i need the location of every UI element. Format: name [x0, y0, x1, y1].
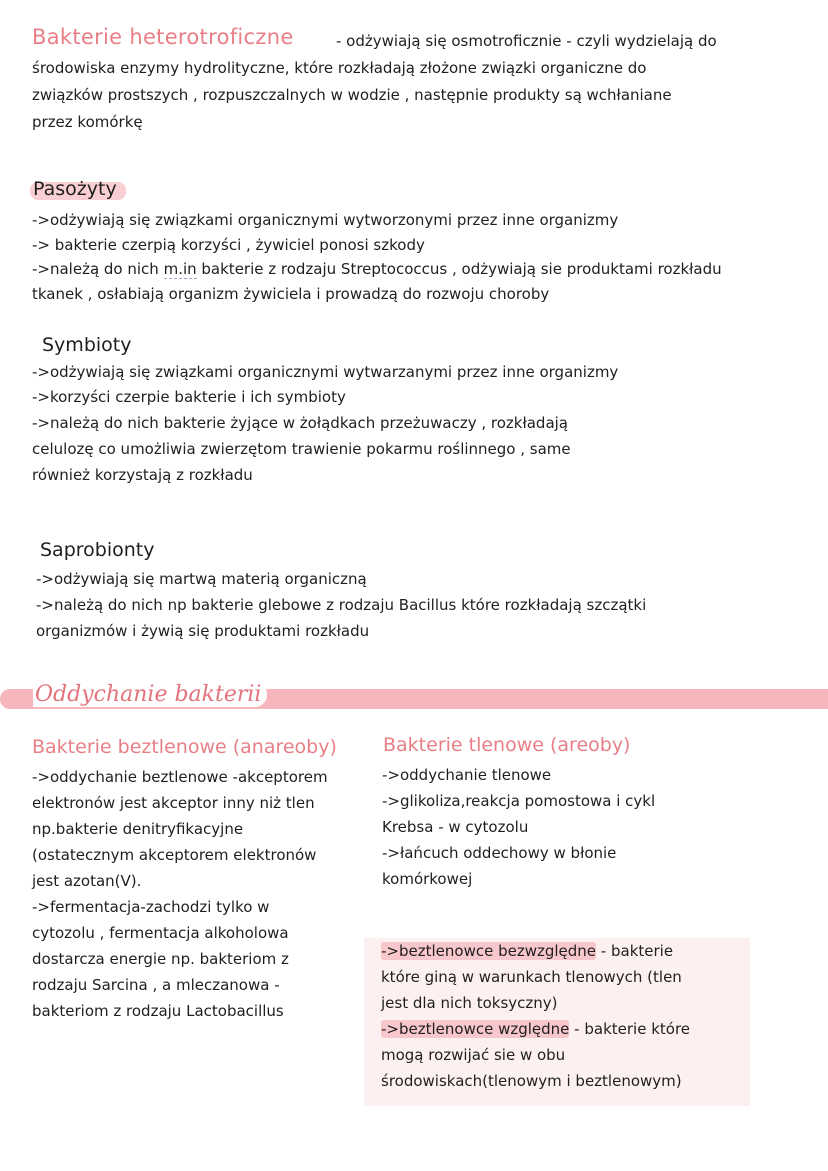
note-line-2: które giną w warunkach tlenowych (tlen	[381, 968, 682, 986]
saprobionty-line-2: ->należą do nich np bakterie glebowe z rodzaju Bacillus które rozkładają szczątki	[36, 596, 647, 614]
anaerobes-line-2: elektronów jest akceptor inny niż tlen	[32, 794, 315, 812]
symbioty-line-5: również korzystają z rozkładu	[32, 466, 253, 484]
aerobes-line-2: ->glikoliza,reakcja pomostowa i cykl	[382, 792, 656, 810]
anaerobes-line-4: (ostatecznym akceptorem elektronów	[32, 846, 317, 864]
anaerobes-line-9: rodzaju Sarcina , a mleczanowa -	[32, 976, 280, 994]
pasozyty-line-1: ->odżywiają się związkami organicznymi wytworzonymi przez inne organizmy	[32, 211, 619, 229]
symbioty-heading: Symbioty	[42, 334, 132, 356]
note-term-strict: ->beztlenowce bezwzględne	[381, 942, 597, 960]
aerobes-line-5: komórkowej	[382, 870, 473, 888]
aerobes-heading: Bakterie tlenowe (areoby)	[383, 734, 631, 756]
note-line-5: mogą rozwijać sie w obu	[381, 1046, 566, 1064]
anaerobes-line-7: cytozolu , fermentacja alkoholowa	[32, 924, 289, 942]
anaerobes-heading: Bakterie beztlenowe (anareoby)	[32, 736, 337, 758]
note-line-4-rest: - bakterie które	[569, 1020, 691, 1038]
anaerobes-line-5: jest azotan(V).	[32, 872, 142, 890]
intro-line-2: środowiska enzymy hydrolityczne, które rozkładają złożone związki organiczne do	[32, 59, 647, 77]
intro-line-1: - odżywiają się osmotroficznie - czyli wydzielają do	[336, 32, 717, 50]
symbioty-line-4: celulozę co umożliwia zwierzętom trawienie pokarmu roślinnego , same	[32, 440, 571, 458]
symbioty-line-3: ->należą do nich bakterie żyjące w żołądkach przeżuwaczy , rozkładają	[32, 414, 569, 432]
pasozyty-line-4: tkanek , osłabiają organizm żywiciela i prowadzą do rozwoju choroby	[32, 285, 550, 303]
anaerobes-line-10: bakteriom z rodzaju Lactobacillus	[32, 1002, 284, 1020]
symbioty-line-1: ->odżywiają się związkami organicznymi wytwarzanymi przez inne organizmy	[32, 363, 619, 381]
note-line-4	[381, 1019, 690, 1039]
pasozyty-line-3	[32, 259, 722, 279]
intro-line-4: przez komórkę	[32, 113, 143, 131]
note-line-1	[381, 941, 673, 961]
aerobes-line-4: ->łańcuch oddechowy w błonie	[382, 844, 617, 862]
anaerobes-line-6: ->fermentacja-zachodzi tylko w	[32, 898, 270, 916]
intro-title: Bakterie heterotroficzne	[32, 25, 294, 49]
anaerobes-line-3: np.bakterie denitryfikacyjne	[32, 820, 244, 838]
anaerobes-line-1: ->oddychanie beztlenowe -akceptorem	[32, 768, 328, 786]
pasozyty-line-3-abbrev: m.in	[163, 260, 197, 278]
banner-title: Oddychanie bakterii	[33, 682, 267, 707]
saprobionty-heading: Saprobionty	[40, 539, 155, 561]
symbioty-line-2: ->korzyści czerpie bakterie i ich symbioty	[32, 388, 346, 406]
intro-line-3: związków prostszych , rozpuszczalnych w wodzie , następnie produkty są wchłaniane	[32, 86, 672, 104]
note-line-6: środowiskach(tlenowym i beztlenowym)	[381, 1072, 682, 1090]
saprobionty-line-1: ->odżywiają się martwą materią organiczną	[36, 570, 367, 588]
pasozyty-line-2: -> bakterie czerpią korzyści , żywiciel ponosi szkody	[32, 236, 425, 254]
saprobionty-line-3: organizmów i żywią się produktami rozkładu	[36, 622, 370, 640]
anaerobes-line-8: dostarcza energie np. bakteriom z	[32, 950, 289, 968]
aerobes-line-3: Krebsa - w cytozolu	[382, 818, 529, 836]
pasozyty-line-3-prefix: ->należą do nich	[32, 260, 164, 278]
pasozyty-heading: Pasożyty	[33, 178, 117, 200]
note-line-1-rest: - bakterie	[596, 942, 674, 960]
note-line-3: jest dla nich toksyczny)	[381, 994, 558, 1012]
note-term-facultative: ->beztlenowce względne	[381, 1020, 570, 1038]
aerobes-line-1: ->oddychanie tlenowe	[382, 766, 552, 784]
pasozyty-line-3-suffix: bakterie z rodzaju Streptococcus , odżywiają sie produktami rozkładu	[196, 260, 722, 278]
